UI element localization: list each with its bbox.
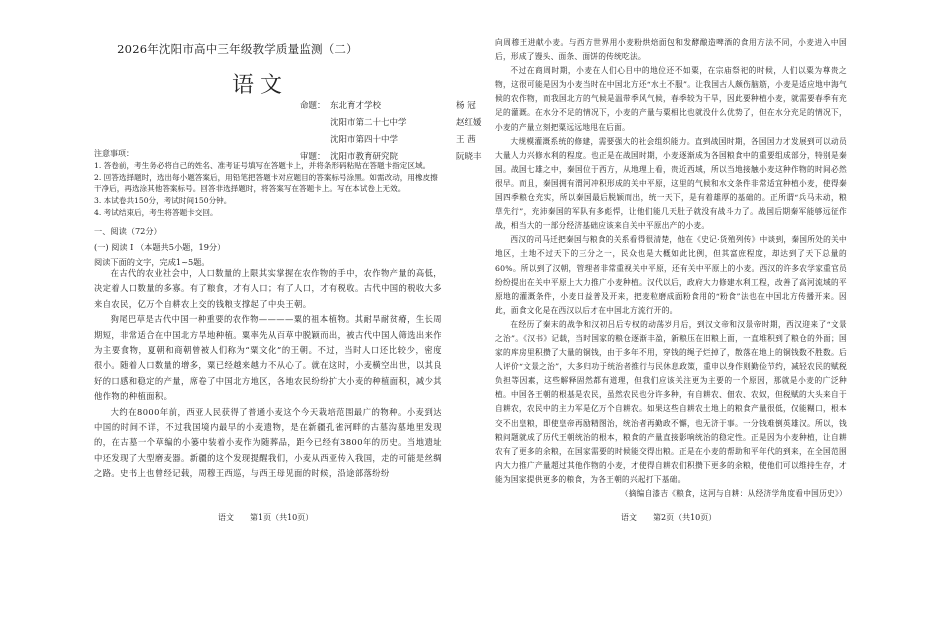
page-footer: 语文 第1页（共10页） — [218, 513, 314, 522]
paragraph: 在古代的农业社会中，人口数量的上限其实掌握在农作物的手中，农作物产量的高低，决定着人口数量的多寡。有了粮食，才有人口；有了人口，才有税收。古代中国的税收大多来自农民，亿万个自耕农上交的钱粮支撑起了中央王朝。 — [94, 268, 442, 309]
notice-heading: 注意事项： — [94, 149, 134, 158]
passage-right — [495, 36, 847, 501]
notice-block — [94, 148, 444, 219]
paragraph: 向周穆王进献小麦。与西方世界用小麦粉烘焙面包和发酵酿造啤酒的食用方法不同，小麦进入中国后，形成了馒头、面条、面饼的传统吃法。 — [495, 38, 847, 62]
notice-item: 4. 考试结束后，考生将答题卡交回。 — [94, 207, 218, 217]
author-row: 沈阳市第四十中学 王 茜 — [330, 135, 476, 145]
notice-item: 2. 回答选择题时，选出每小题答案后，用铅笔把答题卡对应题目的答案标号涂黑。如需改动，用橡皮擦干净后，再选涂其他答案标号。回答非选择题时，将答案写在答题卡上。写在本试卷上无效。 — [94, 172, 438, 194]
section-heading: 一、阅读（72分） — [94, 226, 162, 236]
paragraph: 大规模灌溉系统的修建，需要强大的社会组织能力。直到战国时期，各国国力才发展到可以动员大量人力兴修水利的程度。也正是在战国时期，小麦逐渐成为各国粮食中的重要组成部分，特别是秦国。战国七雄之中，秦国位于西方，从地理上看，贵近西域，所以当地接触小麦这种作物的时间必然很早。而且，秦国拥有渭河冲积形成的关中平原，这里的气候和水文条件非常适宜种植小麦，使得秦国四季粮仓充实，所以秦国最后脱颖而出，统一天下，是有着雄厚的基础的。正所谓“兵马未动，粮草先行”，充沛秦国的军队有多彪悍，让他们能几天肚子就没有战斗力了。战国后期秦军能够远征作战，相当大的一部分经济基础应该来自关中平原出产的小麦。 — [495, 136, 847, 231]
author-row: 审题： 沈阳市教育研究院 阮晓丰 — [300, 152, 482, 162]
author-row: 沈阳市第二十七中学 赵红媛 — [330, 118, 482, 128]
subject-title: 语文 — [231, 73, 288, 98]
right-page — [475, 0, 950, 633]
exam-title: 2026年沈阳市高中三年级教学质量监测（二） — [117, 42, 358, 56]
notice-item: 1. 答卷前，考生务必将自己的姓名、准考证号填写在答题卡上，并将条形码粘贴在答题卡指定区域。 — [94, 160, 431, 170]
author-row: 命题： 东北育才学校 杨 冠 — [300, 101, 476, 111]
page-footer: 语文 第2页（共10页） — [621, 513, 717, 522]
paragraph: 不过在商周时期，小麦在人们心目中的地位还不如粟，在宗庙祭祀的时候，人们以粟为尊贵之物，这很可能是因为小麦当时在中国北方还“水土不服”。让我国古人颇伤脑筋，小麦是适应地中海气候的农作物，而我国北方的气候是温带季风气候，春季较为干旱，因此要种植小麦，就需要春季有充足的灌溉。在水分不足的情况下，小麦的产量与粟相比也就没什么优势了，但在水分充足的情况下，小麦的产量立刻把粟远远地甩在后面。 — [495, 66, 847, 132]
instruction-text: 阅读下面的文字，完成1~5题。 — [94, 257, 210, 267]
paragraph: 狗尾巴草是古代中国一种重要的农作物————粟的祖本植物。其耐旱耐贫瘠，生长周期短，非常适合在中国北方旱地种植。粟率先从百草中脱颖而出，被古代中国人筛选出来作为主要食物，夏朝和商朝曾被人们称为“粟文化”的王朝。不过，当时人口还比较少，密度很小。随着人口数量的增多，粟已经越来越力不从心了。就在这时，小麦横空出世，以其良好的口感和稳定的产量，席卷了中国北方地区，各地农民纷纷扩大小麦的种植面积，减少其他作物的种植面积。 — [94, 314, 442, 402]
paragraph: 大约在8000年前，西亚人民获得了普通小麦这个今天栽培范围最广的物种。小麦到达中国的时间不详，不过我国境内最早的小麦遗物，是在新疆孔雀河畔的古墓沟墓地里发现的，在古墓一个草编的小篓中装着小麦作为随葬品，距今已经有3800年的历史。当地遗址中还发现了大型磨麦器。新疆的这个发现提醒我们，小麦从西亚传入我国，走的可能是丝绸之路。史书上也曾经记载，周穆王西巡，与西王母见面的时候，沿途部落纷纷 — [94, 406, 442, 479]
passage-left — [94, 266, 442, 482]
subsection-heading: (一) 阅读 I （本题共5小题，19分） — [94, 242, 226, 252]
paragraph: 西汉的司马迁把秦国与粮食的关系看得很清楚，他在《史记·货殖列传》中谈到，秦国所处的关中地区，土地不过天下的三分之一，民众也是大概如此比例，但其富庶程度，却达到了天下总量的60%。所以到了汉朝，管理者非常重视关中平原，还有关中平原上的小麦。西汉的许多农学家重官员纷纷提出在关中平原上大力推广小麦种植。汉代以后，政府大力修建水利工程，改善了高河流域的平原地的灌溉条件，小麦日益普及开来，把麦粒磨成面粉食用的“粉食”法也在中国北方传播开来。因此，面食文化是在西汉以后才在中国北方流行开的。 — [495, 235, 847, 315]
paragraph: 在经历了秦末的战争和汉初吕后专权的动荡岁月后，到汉文帝和汉景帝时期，西汉迎来了“文景之治”。《汉书》记载，当时国家的粮仓逐渐丰盈，新粮压在旧粮上面，一直堆积到了粮仓的外面；国家的库房里积攒了大量的铜钱，由于多年不用，穿钱的绳子烂掉了，散落在地上的铜钱数不胜数。后人评价“文景之治”，大多归功于统治者推行与民休息政策，重申以身作则勤俭节约，减轻农民的赋税负担等因素，这些解释固然都有道理，但我们应该关注更为主要的一个原因，那就是小麦的广泛种植。中国各王朝的根基是农民，虽然农民也分许多种，有自耕农、佃农、农奴，但税赋的大头来自于自耕农，农民中的主力军是亿万个自耕农。如果这些自耕农土地上的粮食产量很低，仅能糊口，根本交不出皇粮，即使皇帝再励精图治，统治者再勤政不懈，也无济于事。一分钱难倒英雄汉。所以，钱粮问题就成了历代王朝统治的根本，粮食的产量直接影响统治的稳定性。正是因为小麦种植，让自耕农有了更多的余粮，在国家需要的时候能交得出粮。正是在小麦的帮助和平年代的到来，在全国范围内大力推广产量超过其他作物的小麦，才使得自耕农们积攒下更多的余粮，使他们可以维持生存，才能为国家提供更多的粮食，为各王朝的兴起打下基础。 — [495, 319, 847, 484]
citation: （摘编自漆吉《粮食，这河与自耕：从经济学角度看中国历史》） — [620, 489, 847, 498]
notice-item: 3. 本试卷共150分，考试时间150分钟。 — [94, 196, 232, 206]
